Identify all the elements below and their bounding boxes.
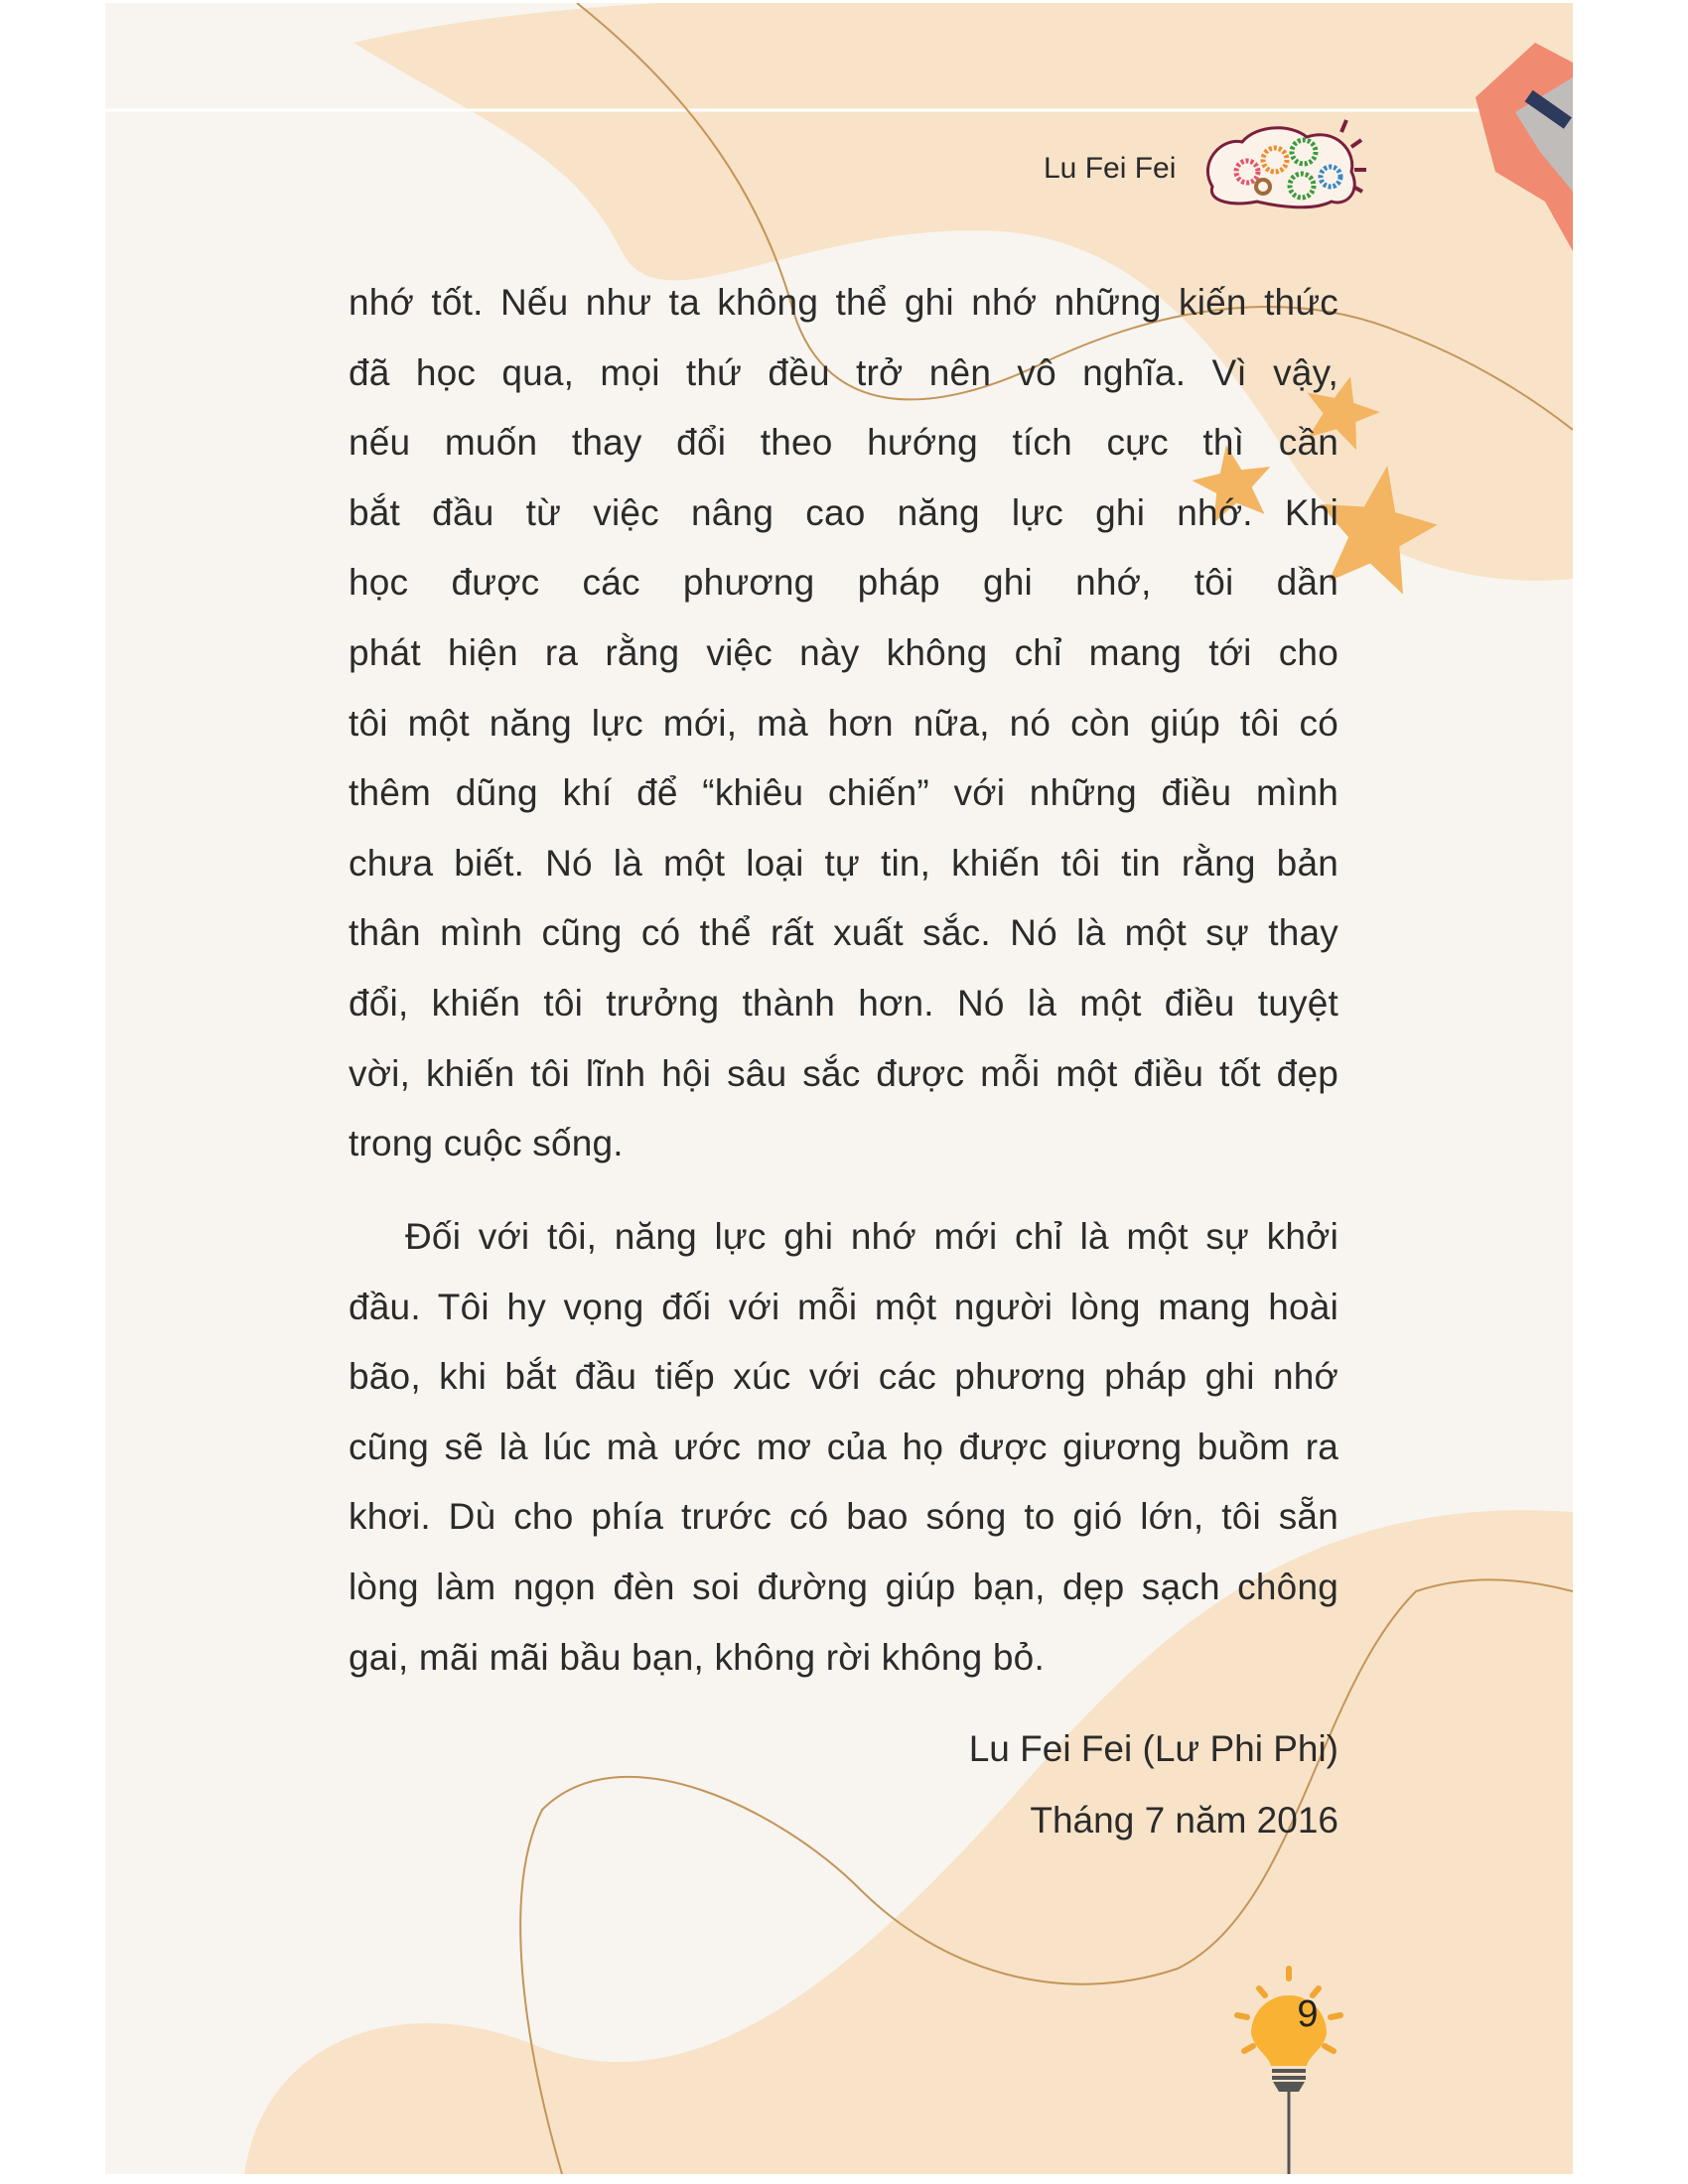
text-line: bão, khi bắt đầu tiếp xúc với các phương pháp ghi nhớ [349,1356,1338,1398]
page-number: 9 [1297,1993,1319,2035]
running-header-author: Lu Fei Fei [1044,152,1177,185]
text-line: nhớ tốt. Nếu như ta không thể ghi nhớ những kiến thức [349,282,1338,323]
text-line: vời, khiến tôi lĩnh hội sâu sắc được mỗi một điều tốt đẹp [349,1052,1338,1094]
text-line: đổi, khiến tôi trưởng thành hơn. Nó là một điều tuyệt [349,983,1338,1024]
text-line: tôi một năng lực mới, mà hơn nữa, nó còn giúp tôi có [349,702,1338,744]
bottom-blob [244,1510,1573,2174]
text-line: học được các phương pháp ghi nhớ, tôi dần [349,562,1338,604]
text-line: phát hiện ra rằng việc này không chỉ mang tới cho [349,632,1338,673]
text-line: đã học qua, mọi thứ đều trở nên vô nghĩa. Vì vậy, [349,351,1338,393]
text-line: Đối với tôi, năng lực ghi nhớ mới chỉ là một sự khởi [405,1216,1338,1257]
text-line: gai, mãi mãi bầu bạn, không rời không bỏ. [349,1636,1045,1678]
text-line: trong cuộc sống. [349,1123,624,1164]
text-line: chưa biết. Nó là một loại tự tin, khiến tôi tin rằng bản [349,842,1338,884]
text-line: lòng làm ngọn đèn soi đường giúp bạn, dẹp sạch chông [349,1567,1338,1607]
text-line: thêm dũng khí để “khiêu chiến” với những điều mình [349,772,1338,814]
text-line: thân mình cũng có thể rất xuất sắc. Nó là một sự thay [349,912,1338,954]
text-line: đầu. Tôi hy vọng đối với mỗi một người lòng mang hoài [349,1286,1338,1327]
signature: Lu Fei Fei (Lư Phi Phi) [968,1728,1338,1769]
book-page [105,3,1573,2174]
text-line: bắt đầu từ việc nâng cao năng lực ghi nhớ. Khi [349,491,1338,533]
text-line: cũng sẽ là lúc mà ước mơ của họ được giương buồm ra [349,1426,1338,1467]
date: Tháng 7 năm 2016 [1030,1800,1338,1841]
text-line: khơi. Dù cho phía trước có bao sóng to gió lớn, tôi sẵn [349,1496,1338,1538]
text-line: nếu muốn thay đổi theo hướng tích cực thì cần [349,422,1338,464]
